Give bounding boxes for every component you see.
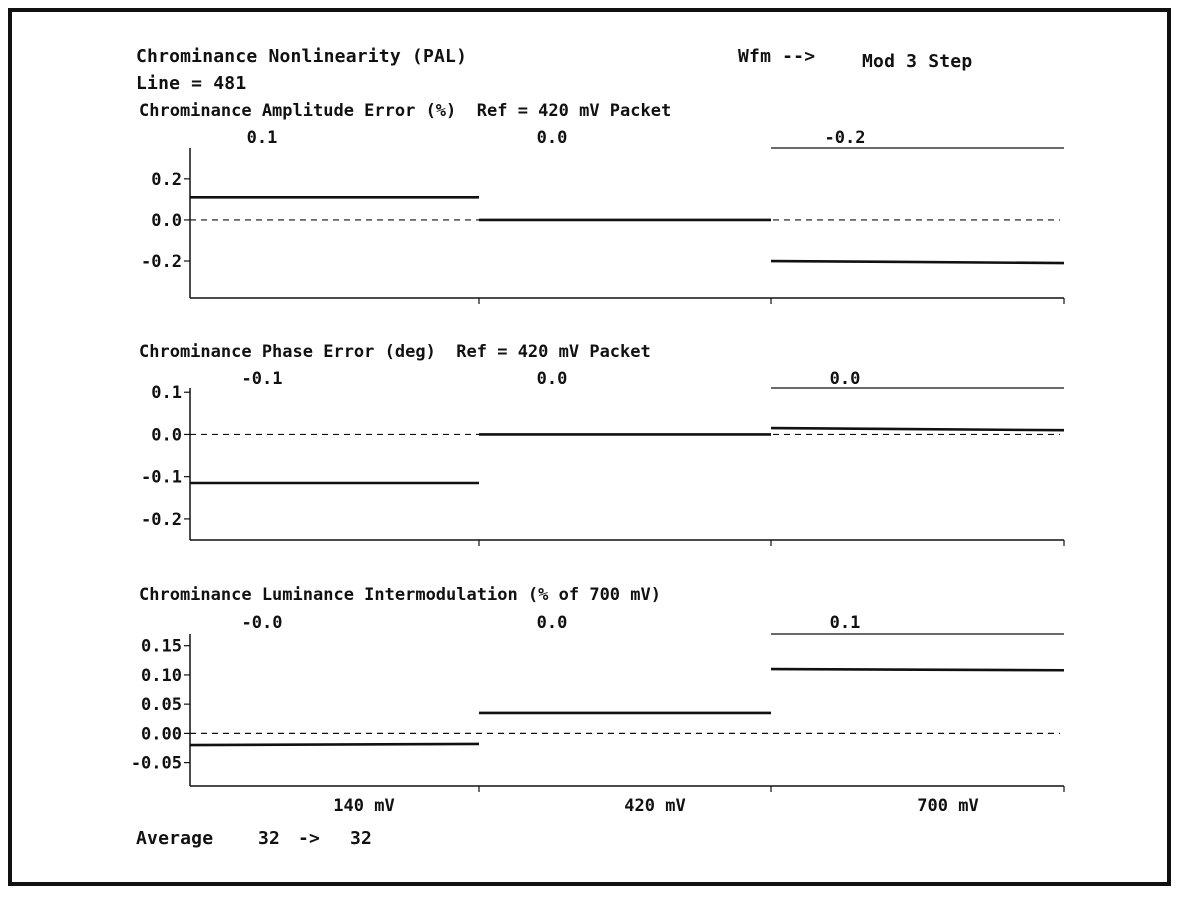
panel-3-step-3 (771, 669, 1064, 670)
panel-2-segment-label: 0.0 (536, 369, 568, 389)
panel-3-y-tick-label: 0.10 (141, 665, 182, 686)
panel-1-step-3 (771, 261, 1064, 263)
x-category-label: 420 mV (624, 796, 686, 816)
panel-3-y-tick-label: 0.15 (141, 636, 182, 657)
panel-1-segment-label: 0.1 (246, 128, 278, 148)
panel-3-step-1 (190, 744, 479, 745)
panel-1-y-tick-label: -0.2 (141, 252, 182, 273)
average-arrow: -> (298, 828, 321, 849)
waveform-value: Mod 3 Step (862, 51, 973, 72)
panel-2-y-tick-label: 0.0 (151, 425, 182, 446)
panel-2-segment-label: 0.0 (829, 369, 861, 389)
panel-1-y-tick-label: 0.2 (151, 169, 182, 190)
panel-3-segment-label: 0.0 (536, 613, 568, 633)
x-category-label: 700 mV (917, 796, 979, 816)
panel-1-title: Chrominance Amplitude Error (%) Ref = 420 mV Packet (139, 101, 672, 121)
panel-3-segment-label: 0.1 (829, 613, 861, 633)
x-category-label: 140 mV (333, 796, 395, 816)
page-title: Chrominance Nonlinearity (PAL) (136, 46, 468, 67)
panel-1-segment-label: 0.0 (536, 128, 568, 148)
panel-2-y-tick-label: -0.1 (141, 467, 182, 488)
panel-3-y-tick-label: -0.05 (130, 753, 182, 774)
panel-2-y-tick-label: -0.2 (141, 509, 182, 530)
panel-1-segment-label: -0.2 (824, 128, 866, 148)
line-number: Line = 481 (136, 73, 247, 94)
average-label: Average (136, 828, 214, 849)
panel-2-segment-label: -0.1 (241, 369, 283, 389)
panel-3-title: Chrominance Luminance Intermodulation (% of 700 mV) (139, 585, 661, 605)
panel-2-step-3 (771, 428, 1064, 430)
panel-3-segment-label: -0.0 (241, 613, 283, 633)
panel-2-y-tick-label: 0.1 (151, 383, 182, 404)
panel-3-y-tick-label: 0.00 (141, 724, 182, 745)
average-to: 32 (350, 828, 373, 849)
panel-2-title: Chrominance Phase Error (deg) Ref = 420 mV Packet (139, 342, 651, 362)
average-from: 32 (258, 828, 281, 849)
waveform-label: Wfm --> (738, 46, 816, 67)
panel-3-y-tick-label: 0.05 (141, 695, 182, 716)
panel-1-y-tick-label: 0.0 (151, 210, 182, 231)
